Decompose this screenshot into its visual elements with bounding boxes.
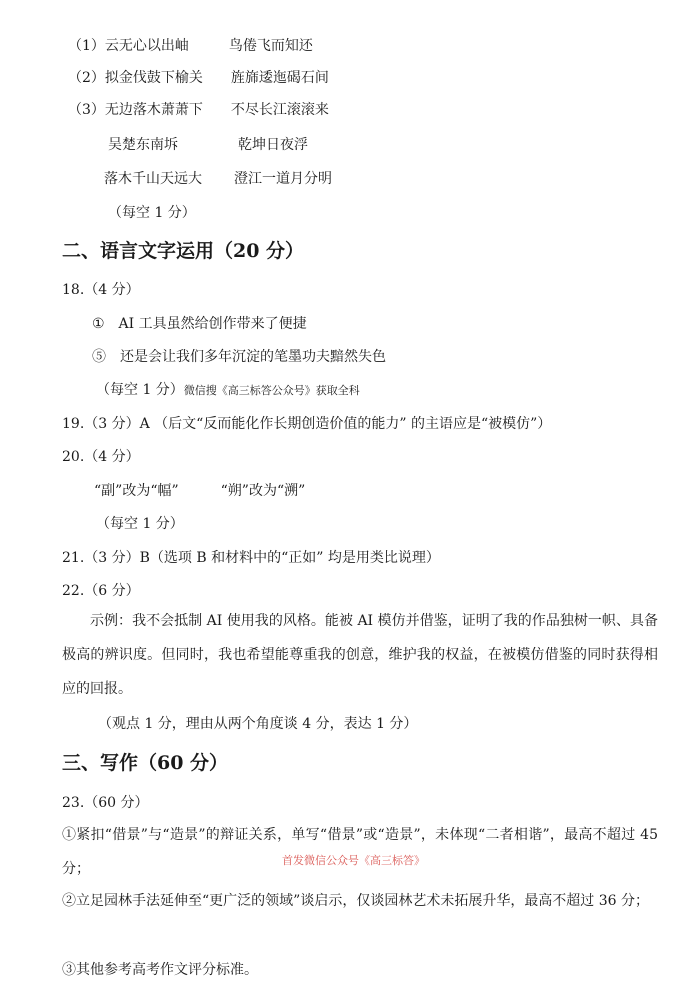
section-heading: 三、写作（60 分） <box>62 752 229 774</box>
q20-answer-a: “副”改为“幅” <box>94 483 179 499</box>
answer-text-b: 澄江一道月分明 <box>234 171 332 187</box>
q20-answer-b: “朔”改为“溯” <box>220 483 306 499</box>
answer-text-b: 不尽长江滚滚来 <box>230 102 329 118</box>
q22-answer-paragraph: 示例：我不会抵制 AI 使用我的风格。能被 AI 模仿并借鉴，证明了我的作品独树一帜、具备极高的辨识度。但同时，我也希望能尊重我的创意，维护我的权益，在被模仿借鉴的同时获得相应的回报。 <box>62 613 658 697</box>
answer-line-5 <box>104 169 332 189</box>
answer-line-3 <box>68 100 329 120</box>
score-note: （每空 1 分） <box>108 205 196 221</box>
answer-text-a: 落木千山天远大 <box>104 171 202 187</box>
question-22-head: 22.（6 分） <box>62 583 140 599</box>
watermark-text: 首发微信公众号《高三标答》 <box>282 854 425 867</box>
answer-label: （2） <box>68 70 105 86</box>
answer-text-a: 拟金伐鼓下榆关 <box>104 70 203 86</box>
answer-text-b: 鸟倦飞而知还 <box>228 38 313 54</box>
answer-line-4 <box>108 135 308 155</box>
answer-label: （1） <box>68 38 105 54</box>
question-20-head: 20.（4 分） <box>62 449 140 465</box>
question-23-head: 23.（60 分） <box>62 795 149 811</box>
answer-text-b: 旌旆逶迤碣石间 <box>230 70 329 86</box>
answer-line-2 <box>68 68 329 88</box>
q23-criterion-2: ②立足园林手法延伸至“更广泛的领域”谈启示，仅谈园林艺术未拓展升华，最高不超过 36 分； <box>62 893 650 909</box>
question-21: 21.（3 分）B（选项 B 和材料中的“正如” 均是用类比说理） <box>62 550 440 566</box>
answer-text-a: 无边落木萧萧下 <box>104 102 203 118</box>
q23-criterion-3: ③其他参考高考作文评分标准。 <box>62 962 258 978</box>
q22-score-note: （观点 1 分，理由从两个角度谈 4 分，表达 1 分） <box>98 716 418 732</box>
q18-note <box>96 380 360 401</box>
q18-item-1: ① AI 工具虽然给创作带来了便捷 <box>92 316 307 332</box>
question-19: 19.（3 分）A （后文“反而能化作长期创造价值的能力” 的主语应是“被模仿”） <box>62 416 552 432</box>
q18-item-2: ⑤ 还是会让我们多年沉淀的笔墨功夫黯然失色 <box>92 349 386 365</box>
q23-criterion-1: ①紧扣“借景”与“造景”的辩证关系，单写“借景”或“造景”，未体现“二者相谐”，最高不超过 45 分； <box>62 827 658 877</box>
question-18-head: 18.（4 分） <box>62 282 140 298</box>
score-note: （每空 1 分） <box>96 382 184 398</box>
promo-text: 微信搜《高三标答公众号》获取全科 <box>183 384 360 397</box>
answer-text-b: 乾坤日夜浮 <box>238 137 308 153</box>
answer-text-a: 云无心以出岫 <box>104 38 189 54</box>
q20-answers <box>94 481 305 501</box>
answer-text-a: 吴楚东南坼 <box>108 137 178 153</box>
answer-label: （3） <box>68 102 105 118</box>
section-heading: 二、语言文字运用（20 分） <box>62 240 305 262</box>
score-note: （每空 1 分） <box>96 516 184 532</box>
answer-line-1 <box>68 36 313 56</box>
